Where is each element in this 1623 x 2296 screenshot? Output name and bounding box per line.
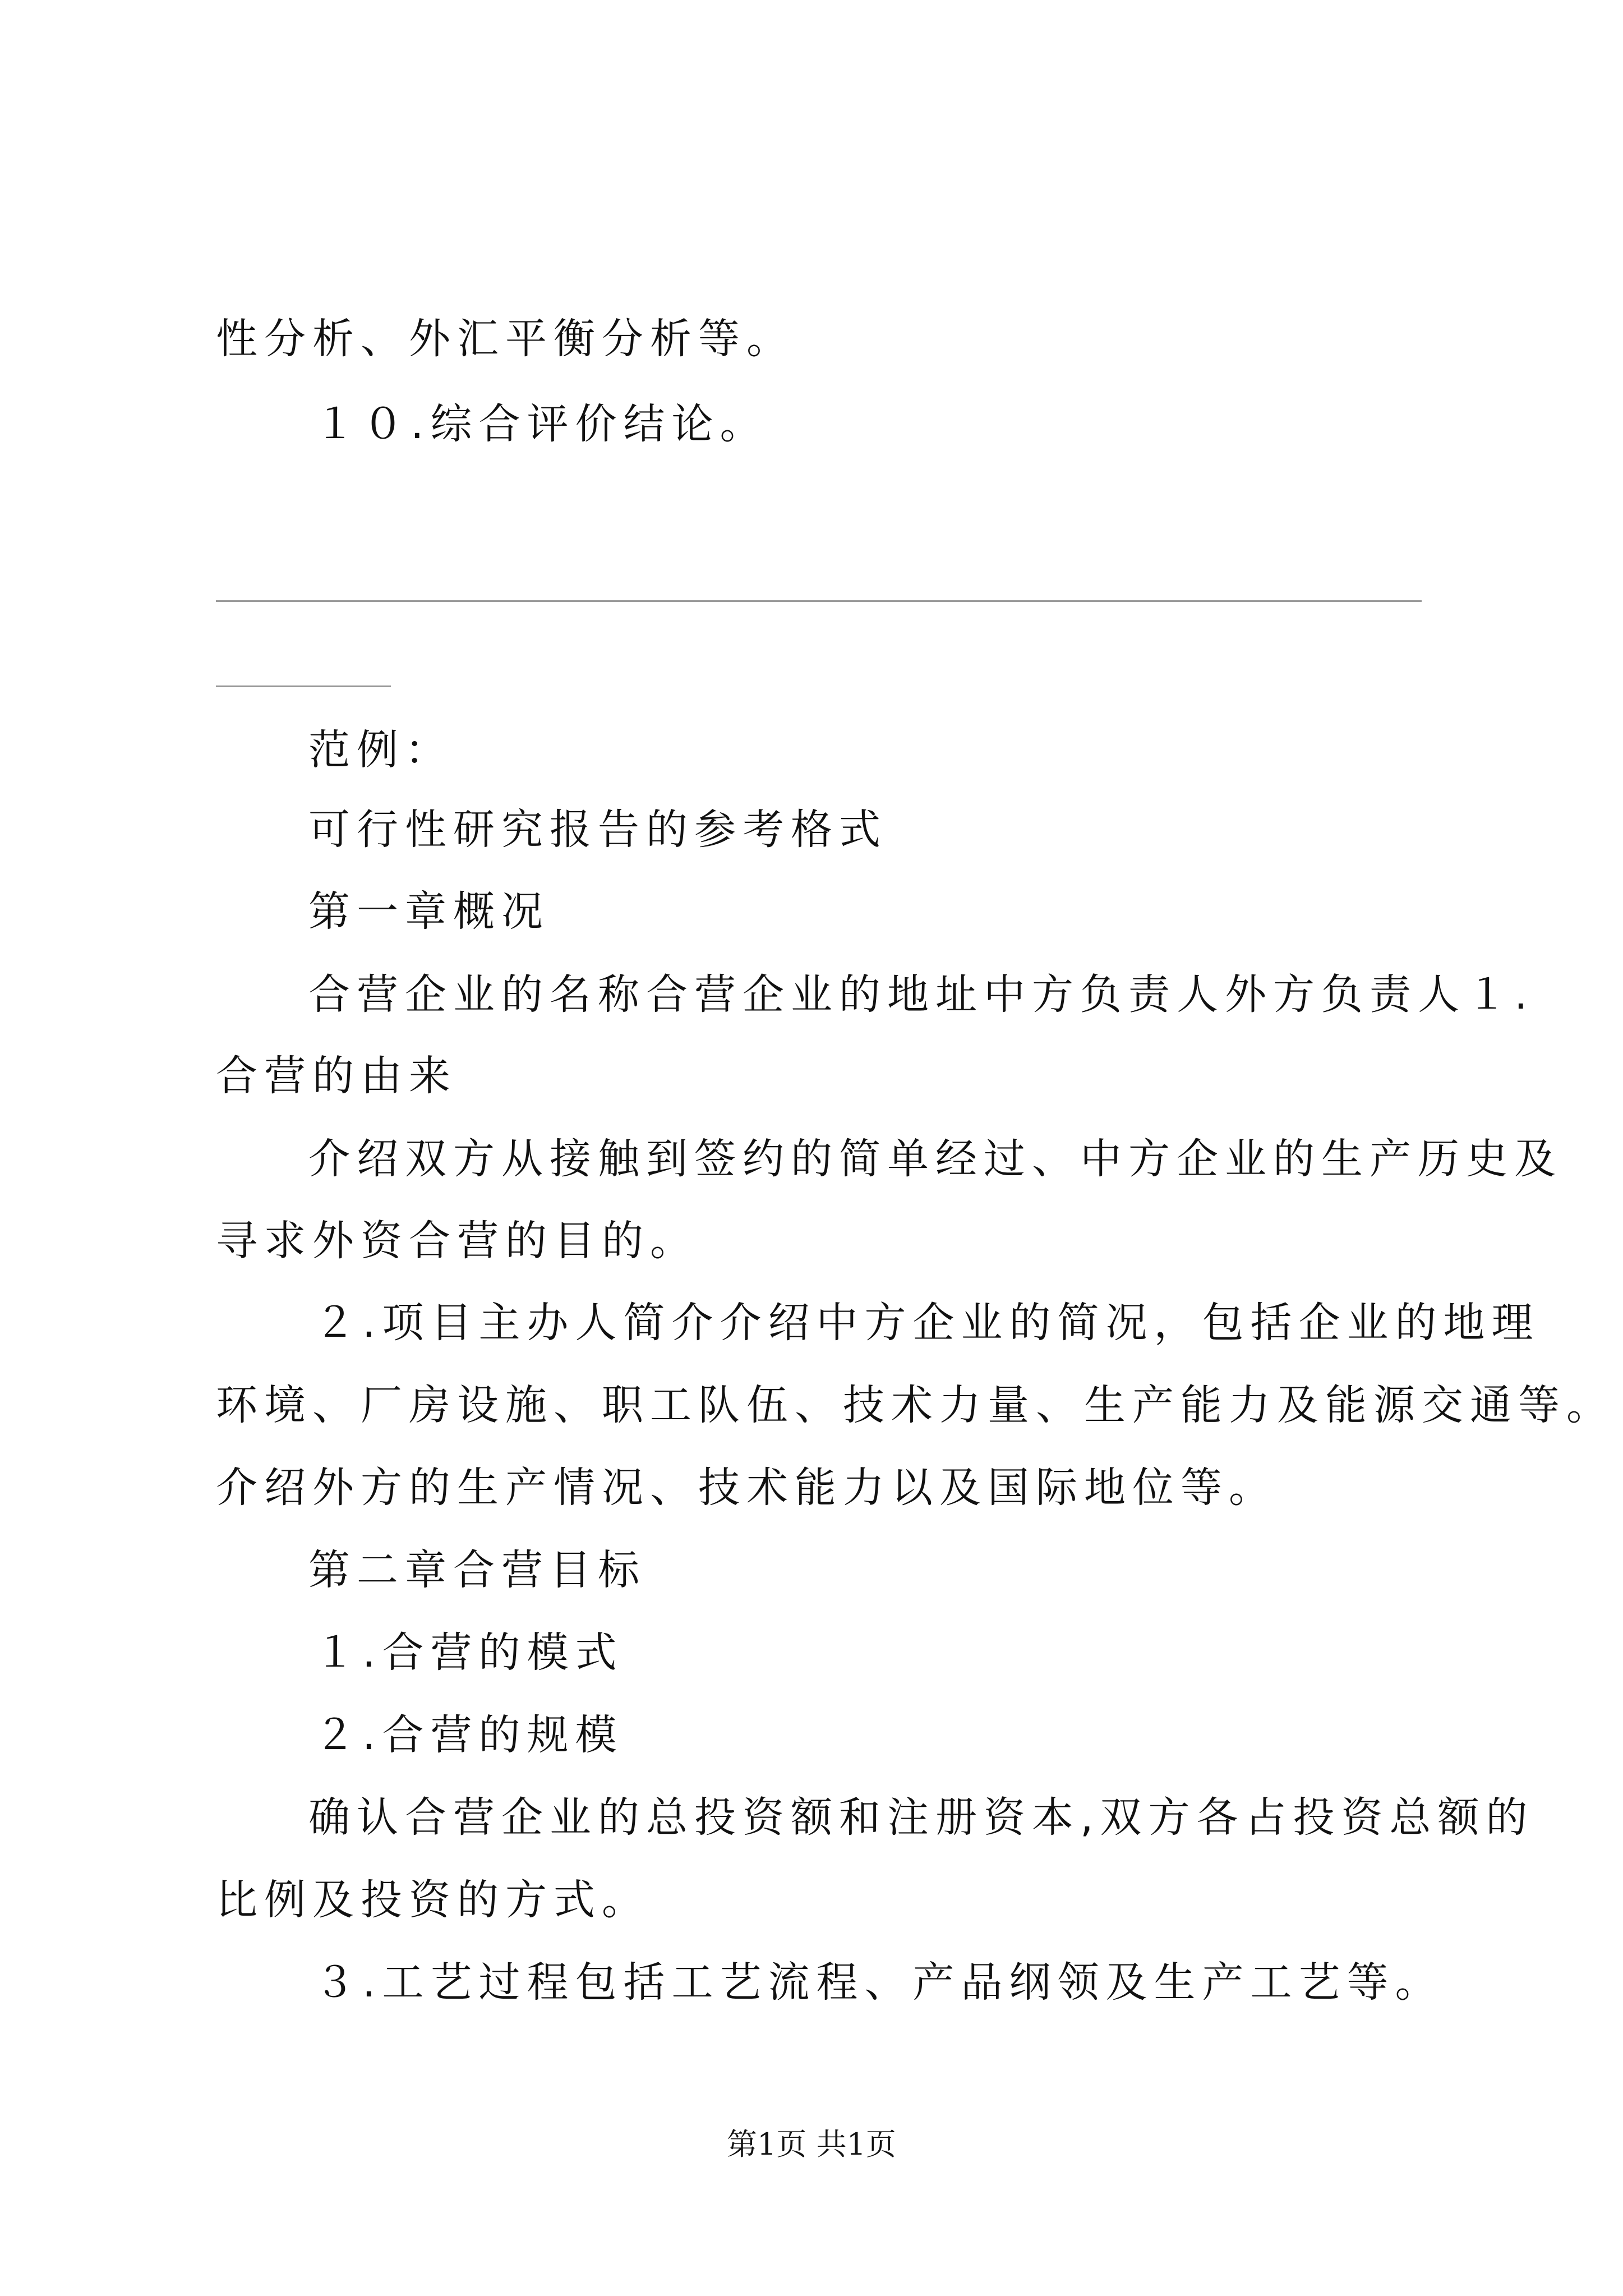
example-label: 范例：	[308, 726, 453, 774]
paragraph-line: 寻求外资合营的目的。	[216, 1217, 698, 1265]
paragraph-continuation: 性分析、外汇平衡分析等。	[216, 315, 795, 363]
separator-line-short	[216, 685, 391, 687]
paragraph-line: 合营的由来	[216, 1052, 457, 1100]
section-title: 可行性研究报告的参考格式	[308, 806, 887, 854]
separator-line	[216, 600, 1422, 602]
list-item: ３.工艺过程包括工艺流程、产品纲领及生产工艺等。	[314, 1958, 1444, 2007]
list-item: ２.合营的规模	[314, 1711, 624, 1759]
chapter-heading-1: 第一章概况	[308, 887, 550, 936]
chapter-heading-2: 第二章合营目标	[308, 1546, 646, 1594]
paragraph-item-10: １０.综合评价结论。	[314, 400, 768, 448]
paragraph-line: 合营企业的名称合营企业的地址中方负责人外方负责人１.	[308, 970, 1534, 1019]
paragraph-line: 介绍外方的生产情况、技术能力以及国际地位等。	[216, 1464, 1277, 1512]
paragraph-line: 确认合营企业的总投资额和注册资本,双方各占投资总额的	[308, 1793, 1534, 1842]
paragraph-line: ２.项目主办人简介介绍中方企业的简况，包括企业的地理	[314, 1299, 1540, 1347]
paragraph-line: 环境、厂房设施、职工队伍、技术力量、生产能力及能源交通等。	[216, 1381, 1615, 1429]
paragraph-line: 比例及投资的方式。	[216, 1876, 650, 1924]
list-item: １.合营的模式	[314, 1628, 624, 1677]
page-footer: 第1页 共1页	[727, 2127, 896, 2162]
paragraph-line: 介绍双方从接触到签约的简单经过、中方企业的生产历史及	[308, 1135, 1562, 1183]
